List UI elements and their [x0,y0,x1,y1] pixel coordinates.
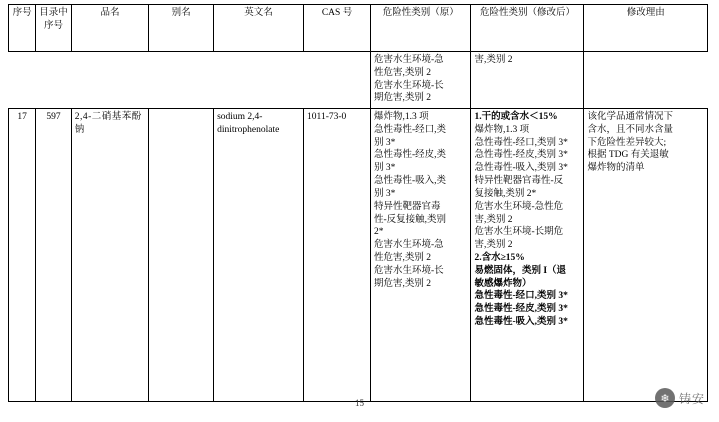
header-name: 品名 [71,5,148,52]
cell-name-continued [71,52,148,109]
cell-hazard-revised-continued: 害,类别 2 [471,52,584,109]
cell-name: 2,4-二硝基苯酚钠 [71,109,148,402]
table-row [9,109,708,402]
cell-hazard-original-continued: 危害水生环境-急 性危害,类别 2 危害水生环境-长 期危害,类别 2 [371,52,471,109]
table-body [9,52,708,402]
cell-seq-continued [9,52,36,109]
header-alias: 别名 [149,5,214,52]
header-reason: 修改理由 [584,5,708,52]
header-english-name: 英文名 [214,5,304,52]
cell-catalog-continued [36,52,72,109]
cell-catalog-no: 597 [36,109,72,402]
cell-reason-continued [584,52,708,109]
watermark-label: 铸安 [678,391,705,406]
header-hazard-original: 危险性类别（原） [371,5,471,52]
hazard-classification-table [8,4,708,402]
cell-alias-continued [149,52,214,109]
header-cas: CAS 号 [304,5,371,52]
watermark [655,388,705,408]
wechat-circle-icon: ❄ [655,388,675,408]
cell-cas-continued [304,52,371,109]
table-row [9,52,708,109]
cell-reason: 该化学品通常情况下 含水，且不同水含量 下危险性差异较大; 根据 TDG 有关退敏 爆炸物的清单 [584,109,708,402]
table-header [9,5,708,52]
header-catalog-no: 目录中序号 [36,5,72,52]
table-header-row [9,5,708,52]
header-hazard-revised: 危险性类别（修改后） [471,5,584,52]
cell-seq: 17 [9,109,36,402]
cell-english-continued [214,52,304,109]
cell-alias [149,109,214,402]
page-number: 15 [355,398,364,408]
cell-hazard-revised: 1.干的或含水＜15% 爆炸物,1.3 项 急性毒性-经口,类别 3* 急性毒性-经皮,类别 3* 急性毒性-吸入,类别 3* 特异性靶器官毒性-反 复接触,类别 2* 危害水生环境-急性危 害,类别 2 危害水生环境-长期危 害,类别 2 2.含水≥15% 易燃固体，类别 I（退 敏感爆炸物） 急性毒性-经口,类别 3* 急性毒性-经皮,类别 3* 急性毒性-吸入,类别 3* [471,109,584,402]
header-seq: 序号 [9,5,36,52]
cell-english-name: sodium 2,4-dinitrophenolate [214,109,304,402]
cell-hazard-original: 爆炸物,1.3 项 急性毒性-经口,类 别 3* 急性毒性-经皮,类 别 3* 急性毒性-吸入,类 别 3* 特异性靶器官毒 性-反复接触,类别 2* 危害水生环境-急 性危害,类别 2 危害水生环境-长 期危害,类别 2 [371,109,471,402]
cell-cas: 1011-73-0 [304,109,371,402]
